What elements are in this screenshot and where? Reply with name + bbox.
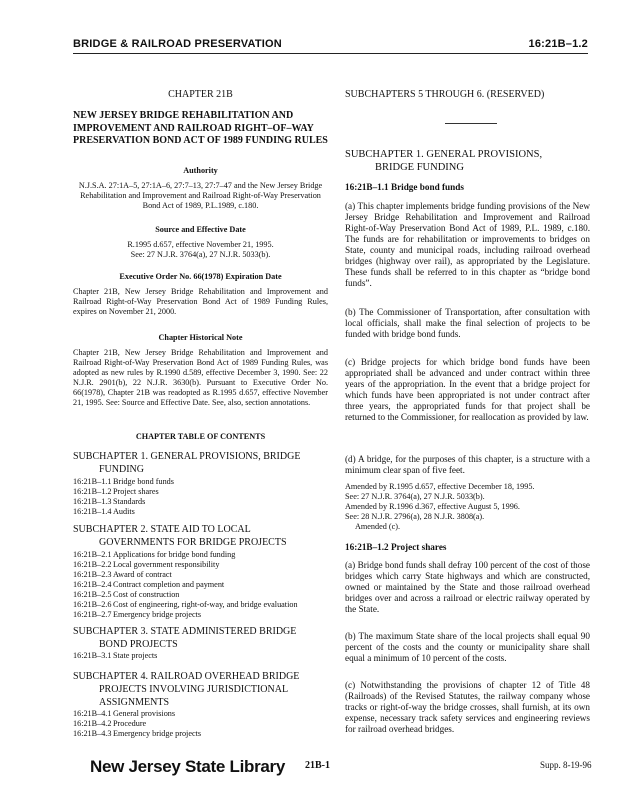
toc-entry[interactable] (73, 487, 328, 497)
toc-entry[interactable] (73, 570, 333, 580)
toc-entry[interactable] (73, 600, 333, 610)
toc-entry-title: Procedure (113, 719, 147, 728)
toc-entry[interactable] (73, 719, 328, 729)
toc-entry-number: 16:21B–2.7 (73, 610, 112, 619)
historical-note-heading: Chapter Historical Note (158, 333, 243, 342)
subchapter-1-heading-line-1: SUBCHAPTER 1. GENERAL PROVISIONS, (345, 149, 543, 160)
section-1-1-amendments (345, 482, 590, 532)
toc-entry[interactable] (73, 507, 328, 517)
toc-subchapter-3-line-2: BOND PROJECTS (99, 639, 178, 650)
toc-entry-number: 16:21B–1.4 (73, 507, 112, 516)
source-line-1: R.1995 d.657, effective November 21, 1995. (127, 240, 274, 249)
toc-subchapter-1-line-1: SUBCHAPTER 1. GENERAL PROVISIONS, BRIDGE (73, 451, 301, 462)
toc-entry-title: Cost of construction (113, 590, 180, 599)
toc-entry-number: 16:21B–1.1 (73, 477, 112, 486)
toc-entry-number: 16:21B–2.3 (73, 570, 112, 579)
toc-entry-title: Emergency bridge projects (113, 610, 202, 619)
toc-entry[interactable] (73, 590, 333, 600)
toc-entry-title: Bridge bond funds (113, 477, 174, 486)
toc-entry[interactable] (73, 477, 328, 487)
chapter-title: NEW JERSEY BRIDGE REHABILITATION AND IMPROVEMENT AND RAILROAD RIGHT–OF–WAY PRESERVATION BOND ACT OF 1989 FUNDING RULES (73, 110, 328, 146)
toc-entry-number: 16:21B–1.2 (73, 487, 112, 496)
toc-entry-number: 16:21B–3.1 (73, 651, 112, 660)
toc-entry-title: Standards (113, 497, 146, 506)
section-1-1-paragraph-b: (b) The Commissioner of Transportation, after consultation with local officials, shall make the final selection of projects to be funded with bridge bond funds. (345, 307, 590, 339)
toc-entry[interactable] (73, 610, 333, 620)
toc-entry-title: Applications for bridge bond funding (113, 550, 236, 559)
authority-heading: Authority (183, 166, 218, 175)
executive-order-heading: Executive Order No. 66(1978) Expiration Date (119, 272, 282, 281)
section-1-2-paragraph-b: (b) The maximum State share of the local projects shall equal 90 percent of the costs and the county or municipality share shall equal a minimum of 10 percent of the costs. (345, 631, 590, 663)
toc-subchapter-2-line-2: GOVERNMENTS FOR BRIDGE PROJECTS (99, 537, 287, 548)
section-1-1-paragraph-d: (d) A bridge, for the purposes of this chapter, is a structure with a minimum clear span of five feet. (345, 454, 590, 475)
toc-subchapter-4 (73, 670, 333, 709)
toc-entry-number: 16:21B–1.3 (73, 497, 112, 506)
toc-entry-title: Cost of engineering, right-of-way, and bridge evaluation (113, 600, 298, 609)
header-title: BRIDGE & RAILROAD PRESERVATION (73, 38, 282, 50)
toc-heading: CHAPTER TABLE OF CONTENTS (135, 432, 266, 441)
toc-entry-title: Contract completion and payment (113, 580, 225, 589)
toc-entry-number: 16:21B–2.1 (73, 550, 112, 559)
toc-subchapter-3 (73, 625, 333, 651)
toc-entry[interactable] (73, 550, 333, 560)
section-1-1-paragraph-c: (c) Bridge projects for which bridge bond funds have been appropriated shall be advanced and under contract within three years of the appropriation. In the event that a bridge project for which funds have been appropriated is not under contract after three years, the appropriated funds for that project shall be returned to the Commissioner, for reallocation as provided by law. (345, 357, 590, 422)
toc-entry-number: 16:21B–4.3 (73, 729, 112, 738)
toc-subchapter-1-list (73, 477, 328, 517)
toc-entry-title: Award of contract (113, 570, 172, 579)
toc-entry-number: 16:21B–4.1 (73, 709, 112, 718)
section-1-2-heading: 16:21B–1.2 Project shares (345, 542, 447, 552)
toc-entry-title: Local government responsibility (113, 560, 220, 569)
toc-entry[interactable] (73, 651, 328, 661)
authority-text: N.J.S.A. 27:1A–5, 27:1A–6, 27:7–13, 27:7–47 and the New Jersey Bridge Rehabilitation and Improvement and Railroad Right-of-Way Preservation Bond Act of 1989, P.L.1989, c.180. (78, 181, 323, 210)
page-number: 21B-1 (305, 760, 330, 771)
chapter-number: CHAPTER 21B (168, 89, 233, 100)
toc-entry[interactable] (73, 729, 328, 739)
toc-subchapter-3-line-1: SUBCHAPTER 3. STATE ADMINISTERED BRIDGE (73, 626, 297, 637)
executive-order-text: Chapter 21B, New Jersey Bridge Rehabilitation and Improvement and Railroad Right-of-Way Preservation Bond Act of 1989 Funding Rules, expires on November 21, 2000. (73, 287, 328, 316)
toc-entry[interactable] (73, 497, 328, 507)
section-1-2-paragraph-a: (a) Bridge bond funds shall defray 100 percent of the cost of those bridges which carry State highways and which are constructed, owned or maintained by the State and those railroad overhead bridges over and across a railroad or electric railway operated by the State. (345, 560, 590, 614)
section-1-1-paragraph-a: (a) This chapter implements bridge funding provisions of the New Jersey Bridge Rehabilitation and Improvement and Railroad Right-of-Way Preservation Bond Act of 1989, P.L. 1989, c.180. The funds are for rehabilitation or improvements to bridges on State, county and municipal roads, including railroad overhead bridges (highway over rail), as appropriated by the Legislature. These funds shall be referred to in this chapter as “bridge bond funds”. (345, 201, 590, 288)
toc-entry-title: General provisions (113, 709, 176, 718)
toc-subchapter-4-list (73, 709, 328, 739)
source-heading: Source and Effective Date (155, 225, 246, 234)
toc-entry-number: 16:21B–2.5 (73, 590, 112, 599)
amendment-line: Amended by R.1996 d.367, effective August 5, 1996. (345, 502, 520, 511)
right-column-body (345, 148, 590, 734)
toc-entry-number: 16:21B–2.6 (73, 600, 112, 609)
toc-entry-title: State projects (113, 651, 158, 660)
library-stamp: New Jersey State Library (90, 757, 286, 776)
historical-note-text: Chapter 21B, New Jersey Bridge Rehabilitation and Improvement and Railroad Right-of-Way Preservation Bond Act of 1989 Funding Rules, was adopted as new rules by R.1990 d.589, effective December 3, 1990. See: 22 N.J.R. 2901(b), 22 N.J.R. 3630(b). Pursuant to Executive Order No. 66(1978), Chapter 21B was readopted as R.1995 d.657, effective November 21, 1995. See: Source and Effective Date. See, also, section annotations. (73, 348, 328, 407)
toc-subchapter-4-line-1: SUBCHAPTER 4. RAILROAD OVERHEAD BRIDGE (73, 671, 300, 682)
amendment-line: See: 28 N.J.R. 2796(a), 28 N.J.R. 3808(a). (345, 512, 485, 521)
toc-entry[interactable] (73, 580, 333, 590)
toc-entry-title: Emergency bridge projects (113, 729, 202, 738)
subchapter-1-heading (345, 148, 590, 174)
toc-entry-title: Project shares (113, 487, 159, 496)
toc-entry[interactable] (73, 709, 328, 719)
toc-subchapter-3-list (73, 651, 328, 661)
supplement-date: Supp. 8-19-96 (540, 760, 592, 770)
toc-entry[interactable] (73, 560, 333, 570)
subchapter-1-heading-line-2: BRIDGE FUNDING (375, 162, 464, 173)
header-rule (73, 53, 588, 54)
toc-subchapter-2-list (73, 550, 333, 620)
toc-subchapter-1 (73, 450, 333, 476)
toc-entry-number: 16:21B–2.2 (73, 560, 112, 569)
reserved-subchapters: SUBCHAPTERS 5 THROUGH 6. (RESERVED) (345, 89, 545, 100)
toc-entry-number: 16:21B–2.4 (73, 580, 112, 589)
section-1-2-paragraph-c: (c) Notwithstanding the provisions of chapter 12 of Title 48 (Railroads) of the Revised Statutes, the railway company whose tracks or right-of-way the bridge crosses, shall furnish, at its own expense, necessary track safety services and engineering reviews for railroad overhead bridges. (345, 680, 590, 734)
toc-subchapter-2-line-1: SUBCHAPTER 2. STATE AID TO LOCAL (73, 524, 251, 535)
section-separator (445, 123, 497, 124)
amendment-line: See: 27 N.J.R. 3764(a), 27 N.J.R. 5033(b). (345, 492, 485, 501)
toc-subchapter-2 (73, 523, 333, 549)
toc-subchapter-4-line-2: PROJECTS INVOLVING JURISDICTIONAL (99, 684, 289, 695)
toc-subchapter-1-line-2: FUNDING (99, 464, 144, 475)
section-1-1-heading: 16:21B–1.1 Bridge bond funds (345, 182, 464, 192)
toc-subchapter-4-line-3: ASSIGNMENTS (99, 697, 170, 708)
header-section-number: 16:21B–1.2 (528, 38, 588, 50)
source-line-2: See: 27 N.J.R. 3764(a), 27 N.J.R. 5033(b). (130, 250, 271, 259)
amendment-line: Amended (c). (355, 522, 401, 531)
amendment-line: Amended by R.1995 d.657, effective December 18, 1995. (345, 482, 535, 491)
toc-entry-title: Audits (113, 507, 135, 516)
toc-entry-number: 16:21B–4.2 (73, 719, 112, 728)
